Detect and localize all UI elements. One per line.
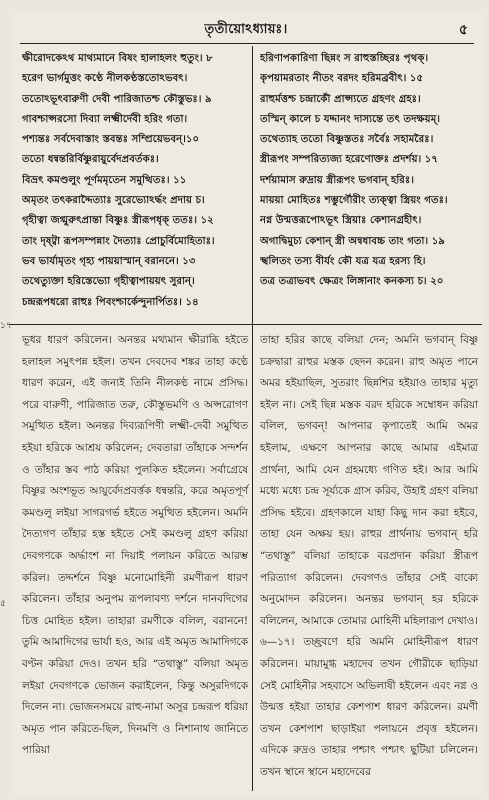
verse-line: নগ্ন উন্মত্তরূপোঽভূৎ স্ত্রিয়াঃ কেশানগ্রহীৎ। [260, 214, 422, 227]
verse-line: হরেণ ভার্গমুত্তং কণ্ঠে নীলকণ্ঠস্ততোঽভবৎ। [22, 72, 188, 85]
verse-line: অগাদ্বিমুচ্য কেশান্‌ স্ত্রী অন্বধাবচ্চ তাং গতা। ১৯ [260, 234, 445, 247]
verse-line: তথেত্যাহ ততো বিষ্ণুস্ততঃ সর্বৈঃ সহামরৈঃ। [260, 133, 434, 146]
verse-line: তস্মিন্‌ কালে চ যদ্দানং দাস্যন্তে তৎ তদক্ষয়ম্‌। [260, 112, 440, 125]
book-page [10, 14, 482, 794]
verse-line: মায়য়া মোহিতঃ শম্ভুর্গৌরীং ত্যক্ত্বা স্ত্রিয়ং গতঃ। [260, 194, 448, 207]
page-number: ৫ [458, 22, 468, 38]
verse-line: তাং দৃষ্ট্বা রূপসম্পন্নাং দৈত্যাঃ প্রোচুর্বিমোহিতাঃ। [22, 234, 215, 247]
margin-mark: ৫ [0, 599, 6, 609]
verse-line: কৃপয়ামরতাং নীতং বরদং হরিমব্রবীৎ। ১৫ [260, 72, 424, 85]
commentary-text: তাহা হরির কাছে বলিয়া দেন; অমনি ভগবান্‌ বিষ্ণু চক্রদ্বারা রাহুর মস্তক ছেদন করেন। রাহু অমৃত পানে অমর হইয়াছিল, সুতরাং ছিন্নশির হইয়াও তাহার মৃত্যু হইল না। সেই ছিন্ন মস্তক বরদ হরিকে সম্বোধন করিয়া বলিল, ভগবন্‌! আপনার কৃপাতেই আমি অমর হইলাম, এক্ষণে আপনার কাছে আমার এইমাত্র প্রার্থনা, আমি যেন গ্রহমধ্যে গণিত হই। আর আমি মধ্যে মধ্যে চন্দ্র সূর্য্যকে গ্রাস করিব, উহাই গ্রহণ বলিয়া প্রসিদ্ধ হইবে। গ্রহণকালে যাহা কিছু দান করা হইবে, তাহা যেন অক্ষয় হয়। রাহুর প্রার্থনায় ভগবান্‌ হরি “তথাস্তু” বলিয়া তাহাকে বরপ্রদান করিয়া স্ত্রীরূপ পরিত্যাগ করিলেন। দেবগণও তাঁহার সেই বাক্যে অনুমোদন করিলেন। অনন্তর ভগবান্‌ হর হরিকে বলিলেন, আমাকে তোমার মোহিনী মহিলারূপ দেখাও। ৬—১৭। তচ্ছ্রবণে হরি অমনি মোহিনীরূপ ধারণ করিলেন। মায়ামুগ্ধ মহাদেব তখন গৌরীকে ছাড়িয়া সেই মোহিনীর সহবাসে অভিলাষী হইলেন এবং নগ্ন ও উন্মত্ত হইয়া তাহার কেশপাশ ধারণ করিলেন। রমণী তখন কেশপাশ ছাড়াইয়া পলায়নে প্রবৃত্ত হইলেন। এদিকে রুদ্রও তাহার পশ্চাৎ পশ্চাৎ ছুটিয়া চলিলেন। তখন স্থানে স্থানে মহাদেবের [260, 334, 478, 778]
commentary-text: ভূধর ধারণ করিলেন। অনন্তর মথ্যমান ক্ষীরাব্ধি হইতে হলাহল সমুৎপন্ন হইল। তখন দেবদেব শঙ্কর তাহা কণ্ঠে ধারণ করেন, এই জন্যই তিনি নীলকণ্ঠ নামে প্রসিদ্ধ। পরে বারুণী, পারিজাত তরু, কৌস্তুভমণি ও অপ্সরোগণ সমুত্থিত হইল। অনন্তর দিব্যরূপিণী লক্ষ্মী-দেবী সমুত্থিত হইয়া হরিকে আশ্রয় করিলেন; দেবতারা তাঁহাকে সন্দর্শন ও তাঁহার স্তব পাঠ করিয়া পুলকিত হইলেন। সর্বাগ্রেষে বিষ্ণুর অংশভূত আয়ুর্বেদপ্রবর্ত্তক ধন্বন্তরি, করে অমৃতপূর্ণ কমণ্ডলু লইয়া সাগরগর্ভ হইতে সমুত্থিত হইলেন। অমনি দৈত্যগণ তাঁহার হস্ত হইতে সেই কমণ্ডলু গ্রহণ করিয়া দেবগণকে অর্দ্ধাংশ না দিয়াই পলায়ন করিতে আরম্ভ করিল। তদ্দর্শনে বিষ্ণু মনোমোহিনী রমণীরূপ ধারণ করিলেন। তাঁহার অনুপম রূপলাবণ্য দর্শনে দানবদিগের চিত্ত মোহিত হইল। তাহারা রমণীকে বলিল, বরাননে! তুমি আমাদিগের ভার্যা হও, আর এই অমৃত আমাদিগকে বণ্টন করিয়া দেও। তখন হরি “তথাস্তু” বলিয়া অমৃত লইয়া দেবগণকে ভোজন করাইলেন, কিন্তু অসুরদিগকে দিলেন না। ভোজনসময়ে রাহু-নামা অসুর চন্দ্ররূপ ধরিয়া অমৃত পান করিতে-ছিল, দিনমণি ও নিশানাথ জানিতে পারিয়া [22, 334, 248, 757]
verse-line: ভব ভার্যামৃতং গৃহ্য পায়য়াস্মান্‌ বরাননে। ১৩ [22, 254, 196, 267]
verse-line: ততোঽভূৎবারুণী দেবী পারিজাতশ্চ কৌস্তুভঃ। ৯ [22, 92, 212, 105]
page-header [10, 14, 482, 40]
sanskrit-verses-left [22, 48, 250, 312]
bengali-commentary-right [260, 330, 478, 783]
verse-line: চন্দ্ররূপধরো রাহুঃ পিবংশ্চার্কেন্দুনার্পিতঃ। ১৪ [22, 295, 199, 308]
verse-line: ততো ধন্বন্তরির্বিষ্ণুরায়ুর্বেদপ্রবর্তকঃ। [22, 153, 159, 166]
verse-line: তত্র তত্রাভবৎ ক্ষেত্রং লিঙ্গানাং কনকস্য চ। ২০ [260, 275, 444, 288]
verse-line: গৃহীত্বা জগ্মুরুৎপ্রান্তা বিষ্ণুঃ স্ত্রীরূপধৃক্‌ ততঃ। ১২ [22, 214, 214, 227]
verse-line: স্খলিতং তস্য বীর্যং কৌ যত্র যত্র হরস্য হি। [260, 254, 426, 267]
verse-line: দর্শয়ামাস রুদ্রায় স্ত্রীরূপং ভগবান্‌ হরিঃ। [260, 173, 414, 186]
verse-line: বিভ্রৎ কমণ্ডলুং পূর্ণমমৃতেন সমুত্থিতঃ। ১১ [22, 173, 187, 186]
verse-prose-separator [10, 324, 482, 325]
verse-line: স্ত্রীরূপং সম্পরিত্যজ্য হরেণোক্তঃ প্রদর্শয়। ১৭ [260, 153, 438, 166]
bengali-commentary-left [22, 330, 248, 762]
verse-line: পশ্যন্তঃ সর্বদেবাস্তাং স্তবন্তঃ সম্প্রিয়েভবন্‌।১০ [22, 133, 200, 146]
verse-line: রাহুর্মত্তশ্চ চন্দ্রার্কৌ প্রাপ্স্যতে গ্রহণং গ্রহঃ। [260, 92, 421, 105]
chapter-title: তৃতীয়োঽধ্যায়ঃ। [204, 22, 288, 37]
column-divider [252, 46, 253, 791]
sanskrit-verses-right [260, 48, 480, 292]
header-rule [20, 43, 474, 44]
margin-mark: ১৭ [0, 321, 12, 331]
verse-line: অমৃতং তৎকরাদ্দৈত্যাঃ সুরেভ্যোঽর্দ্ধং প্রদায় চ। [22, 194, 205, 207]
verse-line: তথেত্যুক্তা হরিস্তেভ্যো গৃহীত্বাপায়য়ৎ সুরান্‌। [22, 275, 195, 288]
verse-line: ক্ষীরোদকেঽথ মাথ্যমানে বিষং হালাহলং হুতুং। ৮ [22, 52, 213, 64]
verse-line: হরিণাপকারিণা ছিন্নং স রাহুস্তচ্ছিরঃ পৃথক্‌। [260, 52, 429, 64]
verse-line: গাবশ্চাপ্সরসো দিব্যা লক্ষ্মীর্দেবী হরিং গতা। [22, 112, 188, 125]
